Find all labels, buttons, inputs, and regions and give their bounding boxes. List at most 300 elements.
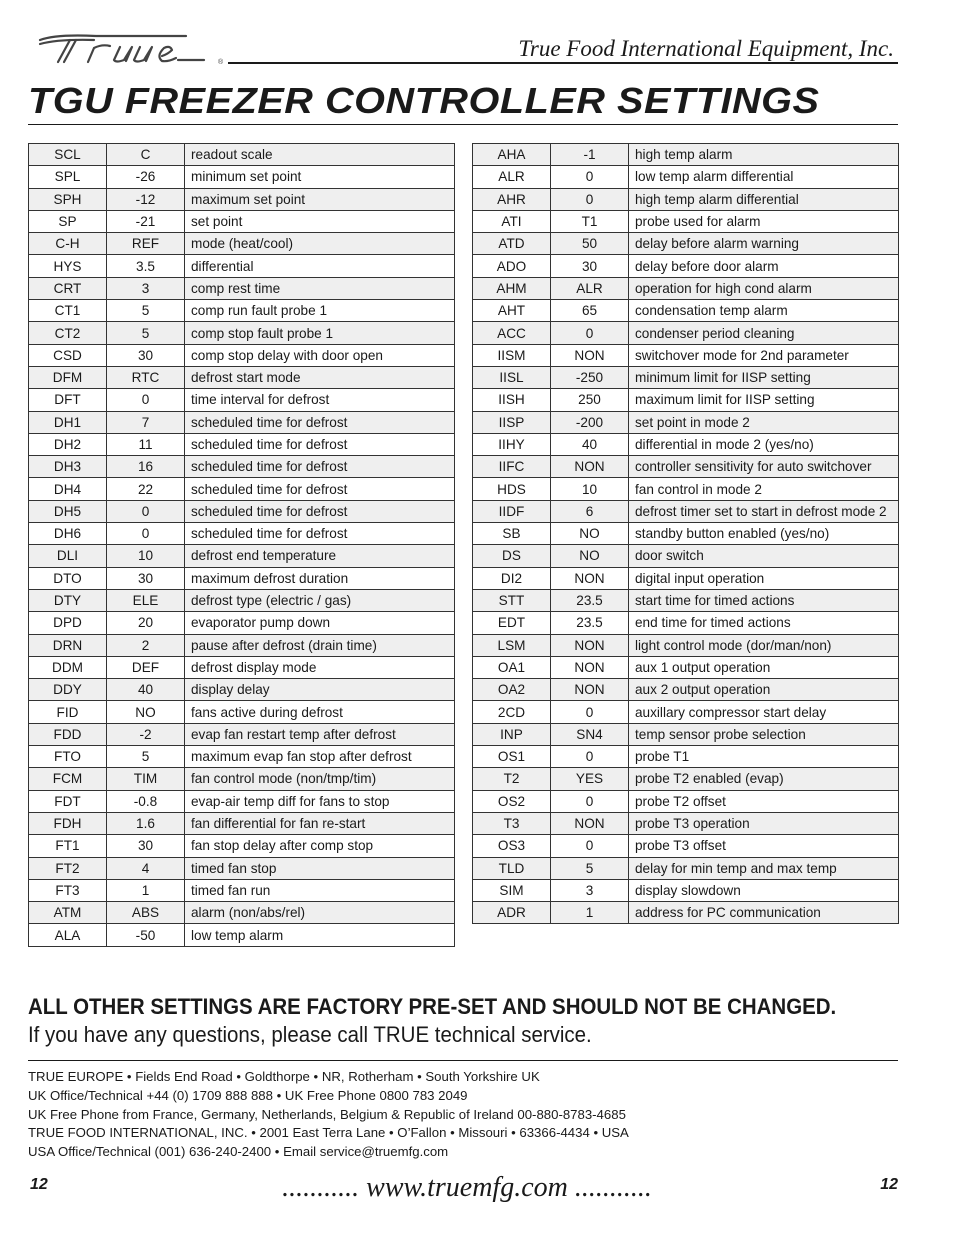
setting-value: 0: [107, 389, 185, 411]
table-row: [29, 768, 455, 790]
table-row: [29, 812, 455, 834]
setting-code: CT2: [29, 322, 107, 344]
setting-description: scheduled time for defrost: [185, 411, 455, 433]
setting-description: maximum limit for IISP setting: [629, 389, 899, 411]
table-row: [473, 567, 899, 589]
setting-description: operation for high cond alarm: [629, 277, 899, 299]
table-row: [473, 233, 899, 255]
setting-code: SB: [473, 523, 551, 545]
table-row: [29, 656, 455, 678]
contact-line: USA Office/Technical (001) 636-240-2400 • Email service@truemfg.com: [28, 1144, 449, 1160]
setting-description: digital input operation: [629, 567, 899, 589]
table-row: [473, 746, 899, 768]
setting-code: LSM: [473, 634, 551, 656]
setting-value: 5: [107, 300, 185, 322]
table-row: [473, 701, 899, 723]
setting-value: 250: [551, 389, 629, 411]
setting-description: probe T3 operation: [629, 812, 899, 834]
setting-value: 4: [107, 857, 185, 879]
setting-description: scheduled time for defrost: [185, 500, 455, 522]
setting-value: 30: [107, 344, 185, 366]
contact-line: TRUE EUROPE • Fields End Road • Goldthorpe • NR, Rotherham • South Yorkshire UK: [28, 1069, 540, 1084]
table-row: [29, 790, 455, 812]
setting-code: DH6: [29, 523, 107, 545]
setting-value: T1: [551, 210, 629, 232]
setting-value: 3.5: [107, 255, 185, 277]
table-row: [29, 255, 455, 277]
setting-description: defrost start mode: [185, 366, 455, 388]
table-row: [29, 300, 455, 322]
setting-code: DLI: [29, 545, 107, 567]
setting-description: probe T2 enabled (evap): [629, 768, 899, 790]
page-number-right: 12: [880, 1176, 898, 1193]
setting-description: fan control mode (non/tmp/tim): [185, 768, 455, 790]
table-row: [29, 879, 455, 901]
setting-code: ADR: [473, 902, 551, 924]
table-row: [29, 500, 455, 522]
table-row: [473, 300, 899, 322]
setting-description: low temp alarm: [185, 924, 455, 946]
table-row: [29, 322, 455, 344]
setting-description: defrost type (electric / gas): [185, 589, 455, 611]
table-row: [473, 679, 899, 701]
table-row: [473, 478, 899, 500]
setting-code: DI2: [473, 567, 551, 589]
table-row: [29, 188, 455, 210]
setting-value: 5: [107, 746, 185, 768]
setting-value: -50: [107, 924, 185, 946]
website-link[interactable]: ........... www.truemfg.com ...........: [282, 1172, 652, 1203]
setting-value: NO: [107, 701, 185, 723]
table-row: [473, 589, 899, 611]
table-row: [29, 723, 455, 745]
setting-description: low temp alarm differential: [629, 166, 899, 188]
setting-value: NO: [551, 545, 629, 567]
setting-description: fans active during defrost: [185, 701, 455, 723]
setting-value: 11: [107, 433, 185, 455]
setting-description: probe T2 offset: [629, 790, 899, 812]
setting-code: SIM: [473, 879, 551, 901]
setting-code: AHR: [473, 188, 551, 210]
setting-code: FCM: [29, 768, 107, 790]
setting-code: CT1: [29, 300, 107, 322]
setting-code: CSD: [29, 344, 107, 366]
setting-description: comp stop fault probe 1: [185, 322, 455, 344]
setting-description: aux 2 output operation: [629, 679, 899, 701]
table-row: [473, 545, 899, 567]
setting-description: maximum evap fan stop after defrost: [185, 746, 455, 768]
setting-value: NON: [551, 344, 629, 366]
table-row: [473, 656, 899, 678]
contact-line: UK Office/Technical +44 (0) 1709 888 888 • UK Free Phone 0800 783 2049: [28, 1087, 468, 1103]
setting-value: 7: [107, 411, 185, 433]
setting-value: 0: [551, 835, 629, 857]
table-row: [29, 589, 455, 611]
setting-value: 0: [107, 523, 185, 545]
table-row: [29, 144, 455, 166]
setting-code: DFM: [29, 366, 107, 388]
setting-value: DEF: [107, 656, 185, 678]
table-row: [29, 679, 455, 701]
setting-code: FT3: [29, 879, 107, 901]
settings-table-left: [28, 143, 455, 947]
setting-code: IISL: [473, 366, 551, 388]
setting-code: FDH: [29, 812, 107, 834]
setting-description: differential: [185, 255, 455, 277]
setting-value: NON: [551, 812, 629, 834]
setting-description: scheduled time for defrost: [185, 478, 455, 500]
setting-description: controller sensitivity for auto switchover: [629, 456, 899, 478]
setting-description: address for PC communication: [629, 902, 899, 924]
table-row: [29, 612, 455, 634]
setting-description: pause after defrost (drain time): [185, 634, 455, 656]
setting-code: 2CD: [473, 701, 551, 723]
setting-code: FID: [29, 701, 107, 723]
setting-value: NON: [551, 656, 629, 678]
setting-value: 1: [107, 879, 185, 901]
setting-description: defrost display mode: [185, 656, 455, 678]
service-notice: If you have any questions, please call TRUE technical service.: [28, 1022, 592, 1047]
table-row: [29, 857, 455, 879]
setting-code: OS2: [473, 790, 551, 812]
page-header: [28, 26, 898, 66]
setting-code: DH1: [29, 411, 107, 433]
setting-value: ALR: [551, 277, 629, 299]
setting-value: -21: [107, 210, 185, 232]
table-row: [29, 523, 455, 545]
setting-value: YES: [551, 768, 629, 790]
setting-description: end time for timed actions: [629, 612, 899, 634]
table-row: [473, 500, 899, 522]
setting-code: OS1: [473, 746, 551, 768]
table-row: [29, 411, 455, 433]
setting-value: 0: [551, 790, 629, 812]
setting-value: 5: [107, 322, 185, 344]
setting-description: delay for min temp and max temp: [629, 857, 899, 879]
setting-value: 0: [551, 701, 629, 723]
setting-code: IISP: [473, 411, 551, 433]
setting-description: readout scale: [185, 144, 455, 166]
setting-value: 0: [551, 188, 629, 210]
setting-value: 20: [107, 612, 185, 634]
page-title: TGU FREEZER CONTROLLER SETTINGS: [28, 80, 820, 121]
setting-value: 50: [551, 233, 629, 255]
setting-value: 6: [551, 500, 629, 522]
factory-notice: ALL OTHER SETTINGS ARE FACTORY PRE-SET AND SHOULD NOT BE CHANGED.: [28, 994, 837, 1019]
setting-code: OA2: [473, 679, 551, 701]
setting-code: SPL: [29, 166, 107, 188]
table-row: [473, 188, 899, 210]
setting-description: mode (heat/cool): [185, 233, 455, 255]
setting-code: IISH: [473, 389, 551, 411]
setting-value: 16: [107, 456, 185, 478]
setting-code: ATI: [473, 210, 551, 232]
table-row: [473, 344, 899, 366]
setting-value: NO: [551, 523, 629, 545]
setting-description: display slowdown: [629, 879, 899, 901]
setting-value: 22: [107, 478, 185, 500]
table-row: [29, 746, 455, 768]
setting-value: 1.6: [107, 812, 185, 834]
setting-value: 40: [551, 433, 629, 455]
setting-code: T3: [473, 812, 551, 834]
table-row: [473, 456, 899, 478]
setting-value: C: [107, 144, 185, 166]
contact-line: TRUE FOOD INTERNATIONAL, INC. • 2001 East Terra Lane • O’Fallon • Missouri • 63366-4434 • USA: [28, 1125, 629, 1141]
setting-description: set point: [185, 210, 455, 232]
table-row: [29, 366, 455, 388]
setting-description: defrost timer set to start in defrost mode 2: [629, 500, 899, 522]
table-row: [29, 924, 455, 946]
table-row: [29, 545, 455, 567]
setting-code: DFT: [29, 389, 107, 411]
table-row: [29, 277, 455, 299]
setting-value: ELE: [107, 589, 185, 611]
table-row: [473, 389, 899, 411]
setting-value: SN4: [551, 723, 629, 745]
website-footer[interactable]: [0, 1172, 954, 1204]
setting-value: -250: [551, 366, 629, 388]
setting-value: -200: [551, 411, 629, 433]
setting-code: EDT: [473, 612, 551, 634]
table-row: [29, 344, 455, 366]
setting-description: evaporator pump down: [185, 612, 455, 634]
setting-code: FT2: [29, 857, 107, 879]
setting-value: 3: [107, 277, 185, 299]
contact-line: UK Free Phone from France, Germany, Netherlands, Belgium & Republic of Ireland 00-880-8783-4685: [28, 1106, 626, 1122]
setting-description: auxillary compressor start delay: [629, 701, 899, 723]
setting-value: 1: [551, 902, 629, 924]
setting-description: comp run fault probe 1: [185, 300, 455, 322]
setting-code: IISM: [473, 344, 551, 366]
setting-code: IIHY: [473, 433, 551, 455]
setting-description: display delay: [185, 679, 455, 701]
setting-description: switchover mode for 2nd parameter: [629, 344, 899, 366]
setting-value: NON: [551, 679, 629, 701]
setting-description: condensation temp alarm: [629, 300, 899, 322]
setting-value: -12: [107, 188, 185, 210]
setting-value: 0: [551, 322, 629, 344]
setting-code: ALR: [473, 166, 551, 188]
setting-description: aux 1 output operation: [629, 656, 899, 678]
setting-code: OA1: [473, 656, 551, 678]
setting-description: timed fan run: [185, 879, 455, 901]
setting-code: DH5: [29, 500, 107, 522]
table-row: [29, 389, 455, 411]
setting-code: FDD: [29, 723, 107, 745]
table-row: [29, 456, 455, 478]
setting-code: T2: [473, 768, 551, 790]
setting-description: high temp alarm: [629, 144, 899, 166]
setting-value: REF: [107, 233, 185, 255]
table-row: [473, 255, 899, 277]
setting-description: start time for timed actions: [629, 589, 899, 611]
true-logo: [36, 30, 226, 66]
setting-value: -1: [551, 144, 629, 166]
setting-code: TLD: [473, 857, 551, 879]
setting-value: NON: [551, 567, 629, 589]
table-row: [29, 210, 455, 232]
table-row: [473, 790, 899, 812]
setting-description: time interval for defrost: [185, 389, 455, 411]
setting-value: 10: [551, 478, 629, 500]
setting-description: scheduled time for defrost: [185, 433, 455, 455]
setting-description: comp stop delay with door open: [185, 344, 455, 366]
setting-code: DTO: [29, 567, 107, 589]
setting-code: HYS: [29, 255, 107, 277]
setting-code: IIFC: [473, 456, 551, 478]
setting-value: NON: [551, 634, 629, 656]
setting-description: maximum defrost duration: [185, 567, 455, 589]
table-row: [473, 902, 899, 924]
setting-code: STT: [473, 589, 551, 611]
settings-table-right: [472, 143, 899, 924]
table-row: [29, 567, 455, 589]
setting-value: 65: [551, 300, 629, 322]
setting-code: CRT: [29, 277, 107, 299]
setting-value: RTC: [107, 366, 185, 388]
setting-code: HDS: [473, 478, 551, 500]
setting-value: 3: [551, 879, 629, 901]
setting-value: 0: [107, 500, 185, 522]
setting-description: minimum set point: [185, 166, 455, 188]
setting-description: comp rest time: [185, 277, 455, 299]
setting-value: 40: [107, 679, 185, 701]
setting-description: differential in mode 2 (yes/no): [629, 433, 899, 455]
page-number-left: 12: [30, 1176, 48, 1193]
setting-code: DRN: [29, 634, 107, 656]
table-row: [29, 701, 455, 723]
table-row: [473, 144, 899, 166]
setting-code: AHA: [473, 144, 551, 166]
table-row: [473, 768, 899, 790]
setting-code: ADO: [473, 255, 551, 277]
setting-description: temp sensor probe selection: [629, 723, 899, 745]
table-row: [29, 433, 455, 455]
setting-description: standby button enabled (yes/no): [629, 523, 899, 545]
contact-info: [28, 1068, 629, 1162]
setting-value: 23.5: [551, 612, 629, 634]
setting-description: door switch: [629, 545, 899, 567]
table-row: [29, 166, 455, 188]
setting-description: scheduled time for defrost: [185, 456, 455, 478]
setting-code: FTO: [29, 746, 107, 768]
setting-description: delay before door alarm: [629, 255, 899, 277]
header-divider: [228, 62, 898, 64]
table-row: [29, 902, 455, 924]
setting-value: TIM: [107, 768, 185, 790]
setting-value: 0: [551, 166, 629, 188]
setting-description: defrost end temperature: [185, 545, 455, 567]
setting-value: 23.5: [551, 589, 629, 611]
setting-code: C-H: [29, 233, 107, 255]
setting-code: SP: [29, 210, 107, 232]
setting-description: fan control in mode 2: [629, 478, 899, 500]
setting-value: NON: [551, 456, 629, 478]
company-name: True Food International Equipment, Inc.: [518, 36, 894, 61]
setting-description: minimum limit for IISP setting: [629, 366, 899, 388]
title-divider: [28, 124, 898, 125]
setting-value: 5: [551, 857, 629, 879]
setting-description: fan stop delay after comp stop: [185, 835, 455, 857]
setting-description: delay before alarm warning: [629, 233, 899, 255]
table-row: [473, 366, 899, 388]
setting-value: ABS: [107, 902, 185, 924]
setting-value: -26: [107, 166, 185, 188]
setting-code: DDY: [29, 679, 107, 701]
setting-description: timed fan stop: [185, 857, 455, 879]
table-row: [473, 433, 899, 455]
notice-divider: [28, 1060, 898, 1061]
table-row: [29, 634, 455, 656]
table-row: [29, 478, 455, 500]
setting-code: SCL: [29, 144, 107, 166]
table-row: [473, 322, 899, 344]
table-row: [473, 277, 899, 299]
setting-code: DH2: [29, 433, 107, 455]
table-row: [473, 835, 899, 857]
setting-code: ATD: [473, 233, 551, 255]
setting-value: -2: [107, 723, 185, 745]
table-row: [473, 857, 899, 879]
setting-description: evap-air temp diff for fans to stop: [185, 790, 455, 812]
setting-value: 30: [107, 835, 185, 857]
setting-description: scheduled time for defrost: [185, 523, 455, 545]
table-row: [473, 210, 899, 232]
table-row: [473, 723, 899, 745]
setting-code: FT1: [29, 835, 107, 857]
setting-code: DPD: [29, 612, 107, 634]
setting-value: 0: [551, 746, 629, 768]
setting-code: DH4: [29, 478, 107, 500]
table-row: [473, 879, 899, 901]
table-row: [473, 166, 899, 188]
setting-code: ATM: [29, 902, 107, 924]
setting-value: 30: [107, 567, 185, 589]
setting-description: condenser period cleaning: [629, 322, 899, 344]
setting-code: SPH: [29, 188, 107, 210]
setting-code: INP: [473, 723, 551, 745]
setting-description: maximum set point: [185, 188, 455, 210]
setting-value: 2: [107, 634, 185, 656]
setting-description: light control mode (dor/man/non): [629, 634, 899, 656]
setting-description: probe T3 offset: [629, 835, 899, 857]
setting-code: DTY: [29, 589, 107, 611]
setting-code: DDM: [29, 656, 107, 678]
table-row: [473, 634, 899, 656]
setting-code: AHT: [473, 300, 551, 322]
setting-description: evap fan restart temp after defrost: [185, 723, 455, 745]
setting-description: alarm (non/abs/rel): [185, 902, 455, 924]
setting-code: ALA: [29, 924, 107, 946]
setting-code: OS3: [473, 835, 551, 857]
setting-code: DH3: [29, 456, 107, 478]
setting-description: high temp alarm differential: [629, 188, 899, 210]
table-row: [473, 812, 899, 834]
setting-code: AHM: [473, 277, 551, 299]
table-row: [29, 233, 455, 255]
setting-code: ACC: [473, 322, 551, 344]
setting-description: fan differential for fan re-start: [185, 812, 455, 834]
setting-value: 10: [107, 545, 185, 567]
setting-code: FDT: [29, 790, 107, 812]
setting-code: DS: [473, 545, 551, 567]
setting-value: -0.8: [107, 790, 185, 812]
setting-description: probe used for alarm: [629, 210, 899, 232]
setting-description: set point in mode 2: [629, 411, 899, 433]
table-row: [473, 411, 899, 433]
setting-value: 30: [551, 255, 629, 277]
